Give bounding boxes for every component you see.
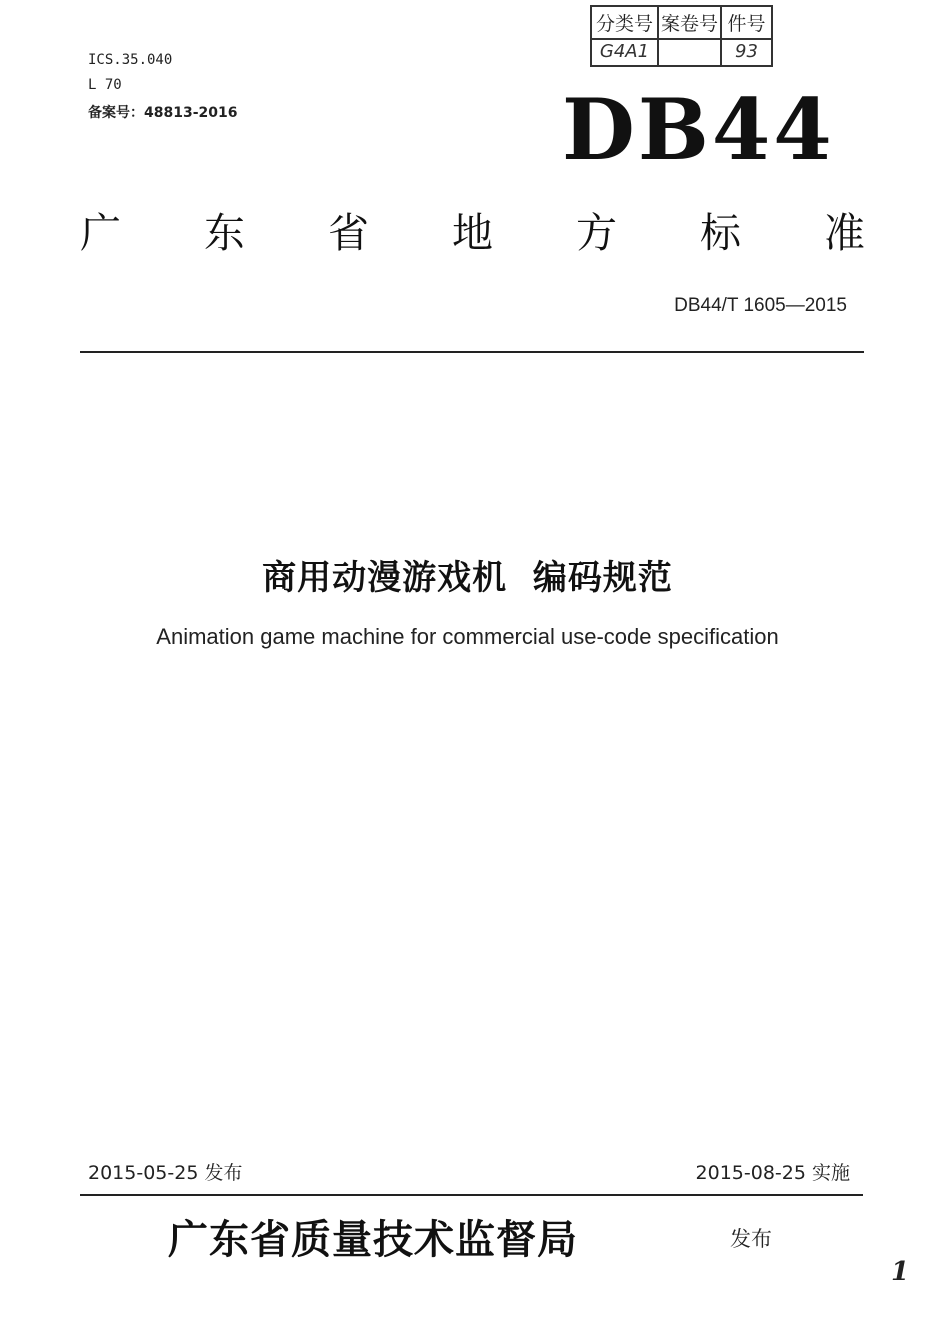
standard-type-char: 准 xyxy=(824,209,865,257)
issuing-authority: 广东省质量技术监督局 xyxy=(168,1216,578,1263)
archive-stamp-table xyxy=(590,5,773,67)
standard-type-char: 省 xyxy=(328,209,369,257)
standard-type-char: 方 xyxy=(576,209,617,257)
archive-stamp-header-row xyxy=(592,7,771,40)
page-mark: 1 xyxy=(891,1257,910,1287)
standard-code: DB44/T 1605—2015 xyxy=(674,295,847,316)
document-title-cn: 商用动漫游戏机 编码规范 xyxy=(262,558,673,598)
document-title-en: Animation game machine for commercial use-code specification xyxy=(156,624,779,649)
issuer-suffix: 发布 xyxy=(730,1227,772,1251)
standard-type-char: 地 xyxy=(452,209,493,257)
ics-code: ICS.35.040 xyxy=(88,52,173,68)
standard-type-char: 东 xyxy=(204,209,245,257)
stamp-value-file-number xyxy=(659,38,722,65)
standard-type-char: 广 xyxy=(80,209,121,257)
top-divider xyxy=(80,351,864,353)
standard-type-char: 标 xyxy=(700,209,741,257)
stamp-header-item-number: 件号 xyxy=(727,13,766,35)
stamp-value-classification: G4A1 xyxy=(592,38,659,65)
record-number: 备案号：48813-2016 xyxy=(88,105,238,121)
bottom-divider xyxy=(80,1194,863,1196)
publish-date: 2015-05-25 发布 xyxy=(88,1162,243,1184)
standard-type-heading xyxy=(80,200,865,259)
stamp-value-item-number: 93 xyxy=(735,41,758,62)
stamp-header-file-number: 案卷号 xyxy=(659,7,722,38)
stamp-header-classification: 分类号 xyxy=(592,7,659,38)
archive-stamp-value-row xyxy=(592,38,771,65)
l-code: L 70 xyxy=(88,77,122,93)
implement-date: 2015-08-25 实施 xyxy=(695,1162,850,1184)
standard-mark: DB44 xyxy=(562,80,835,179)
